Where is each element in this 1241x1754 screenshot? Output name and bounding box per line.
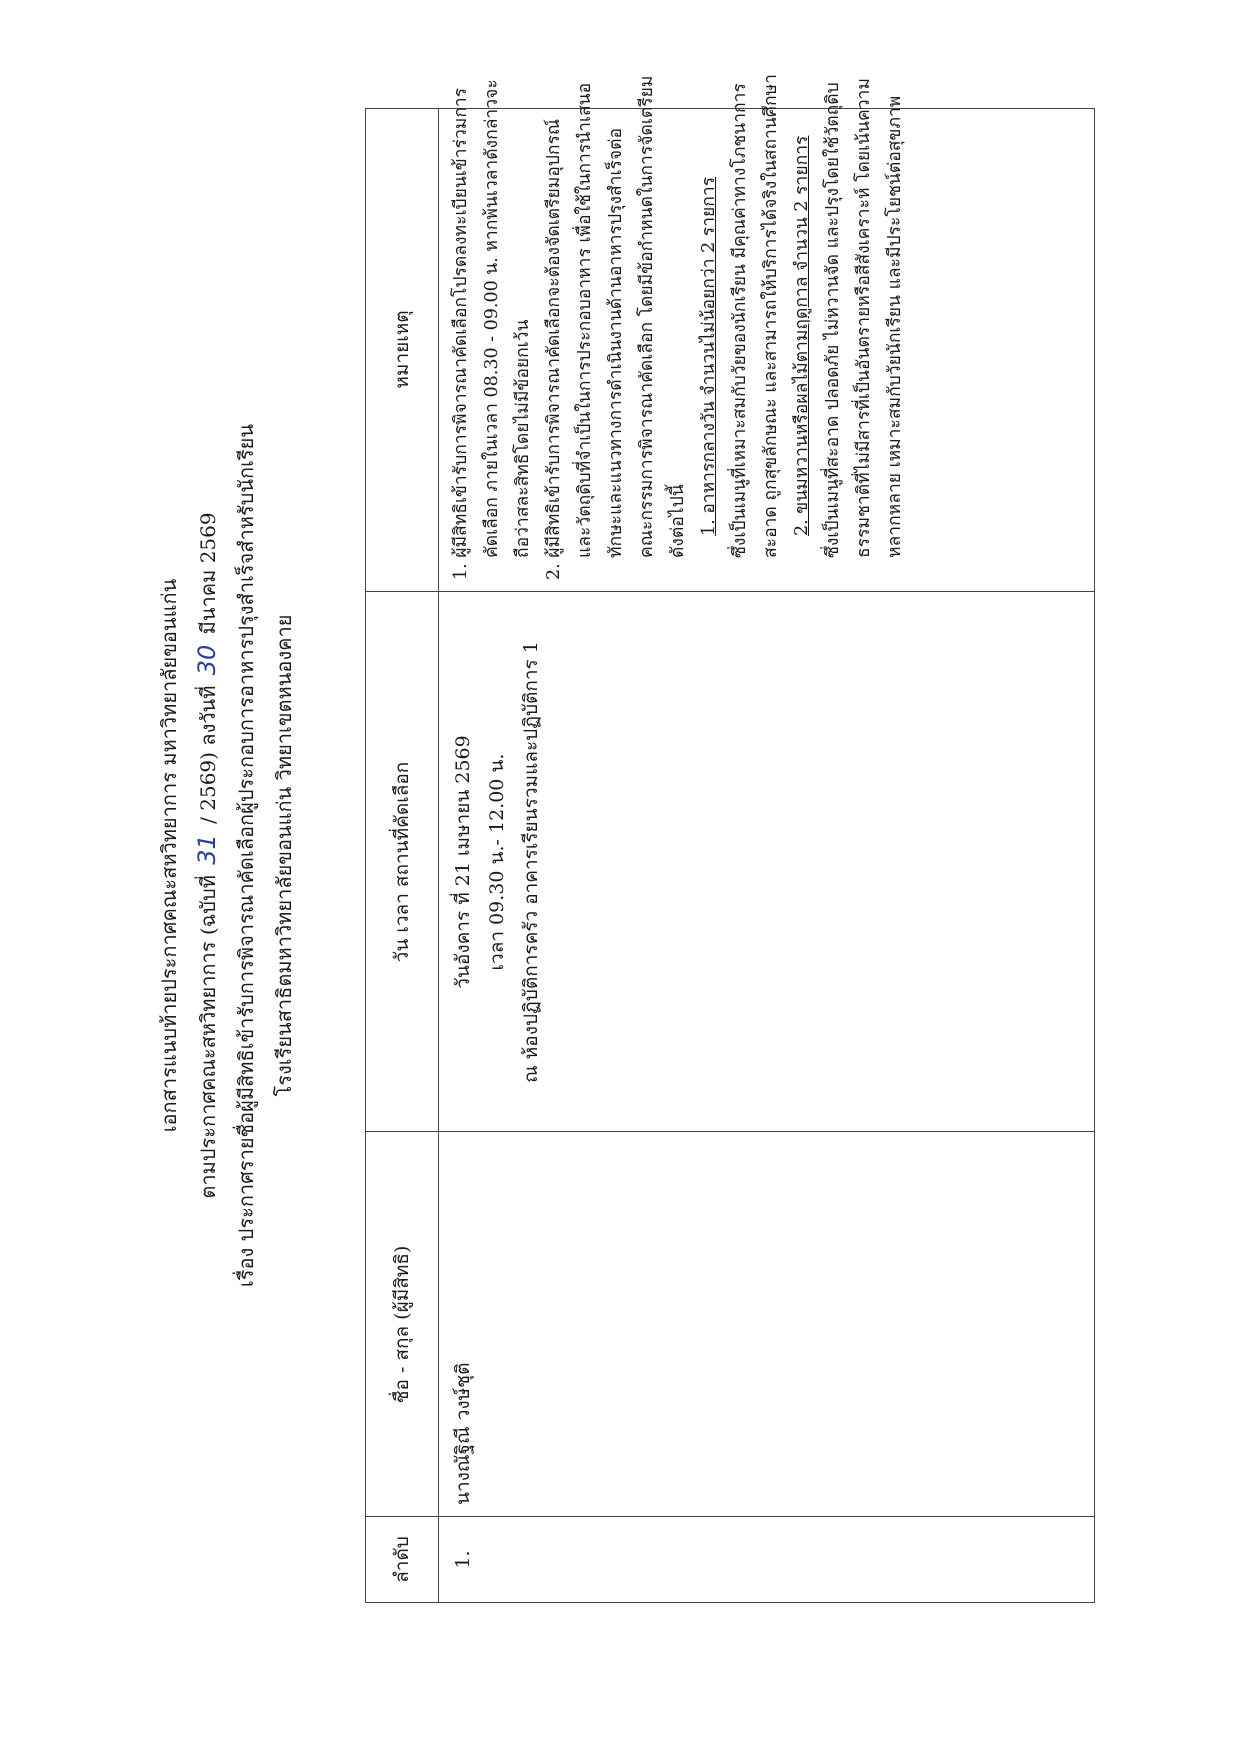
candidate-name: นางณัฐิณี วงษ์ชุติ [452, 1362, 474, 1505]
remark-line: ซึ่งเป็นเมนูที่สะอาด ปลอดภัย ไม่หวานจัด และปรุงโดยใช้วัตถุดิบ [823, 82, 843, 558]
remark-line: ทักษะและแนวทางการดำเนินงานด้านอาหารปรุงสำเร็จต่อ [606, 127, 626, 558]
col-header-datetime: วัน เวลา สถานที่คัดเลือก [391, 761, 413, 963]
header-line-2-post: มีนาคม 2569 [196, 512, 220, 635]
header-line-4: โรงเรียนสาธิตมหาวิทยาลัยขอนแก่น วิทยาเขตหนองคาย [272, 614, 296, 1097]
remark-line: 1. อาหารกลางวัน จำนวนไม่น้อยกว่า 2 รายการ [699, 176, 719, 536]
notice-day: 30 [193, 644, 221, 676]
remark-line: สะอาด ถูกสุขลักษณะ และสามารถให้บริการได้จริงในสถานศึกษา [761, 74, 781, 558]
remark-line: หลากหลาย เหมาะสมกับวัยนักเรียน และมีประโยชน์ต่อสุขภาพ [885, 95, 905, 558]
rotated-page [150, 74, 1095, 1603]
header-line-2-pre: ตามประกาศคณะสหวิทยาการ (ฉบับที่ [196, 875, 220, 1199]
remarks [438, 74, 919, 592]
remark-line: คณะกรรมการพิจารณาคัดเลือก โดยมีข้อกำหนดในการจัดเตรียม [637, 75, 657, 558]
col-header-name: ชื่อ - สกุล (ผู้มีสิทธิ) [391, 1245, 413, 1404]
col-header-no: ลำดับ [391, 1536, 413, 1583]
datetime-place [438, 592, 556, 1132]
selection-date: วันอังคาร ที่ 21 เมษายน 2569 [452, 735, 474, 989]
header-line-2 [188, 108, 227, 1603]
remark-line: 2. ผู้มีสิทธิเข้ารับการพิจารณาคัดเลือกจะต้องจัดเตรียมอุปกรณ์ [544, 118, 564, 580]
selection-time: เวลา 09.30 น.- 12.00 น. [486, 753, 508, 971]
remark-line: ซึ่งเป็นเมนูที่เหมาะสมกับวัยของนักเรียน มีคุณค่าทางโภชนาการ [730, 83, 750, 558]
header-line-3: เรื่อง ประกาศรายชื่อผู้มีสิทธิเข้ารับการพิจารณาคัดเลือกผู้ประกอบการอาหารปรุงสำเร็จสำหรับนักเรียน [234, 423, 258, 1288]
remark-line: และวัตถุดิบที่จำเป็นในการประกอบอาหาร เพื่อใช้ในการนำเสนอ [575, 82, 595, 558]
remark-line: ธรรมชาติที่ไม่มีสารที่เป็นอันตรายหรือสีสังเคราะห์ โดยเน้นความ [854, 78, 874, 558]
remark-line: คัดเลือก ภายในเวลา 08.30 - 09.00 น. หากพ้นเวลาดังกล่าวจะ [482, 79, 502, 558]
candidate-table [365, 74, 1095, 1603]
remark-line: ถือว่าสละสิทธิโดยไม่มีข้อยกเว้น [513, 319, 533, 558]
selection-place: ณ ห้องปฏิบัติการครัว อาคารเรียนรวมและปฏิบัติการ 1 [520, 641, 542, 1083]
notice-number: 31 [193, 834, 221, 865]
col-header-remarks: หมายเหตุ [391, 310, 413, 389]
remark-line: ดังต่อไปนี้ [668, 484, 688, 558]
header-line-1: เอกสารแนบท้ายประกาศคณะสหวิทยาการ มหาวิทยาลัยขอนแก่น [157, 578, 181, 1133]
row-number: 1. [452, 1550, 474, 1569]
remark-line: 2. ขนมหวานหรือผลไม้ตามฤดูกาล จำนวน 2 รายการ [792, 135, 812, 536]
header-line-2-mid: / 2569) ลงวันที่ [196, 685, 220, 824]
document-header [150, 108, 365, 1603]
remark-line: 1. ผู้มีสิทธิเข้ารับการพิจารณาคัดเลือกโปรดลงทะเบียนเข้าร่วมการ [451, 87, 471, 580]
